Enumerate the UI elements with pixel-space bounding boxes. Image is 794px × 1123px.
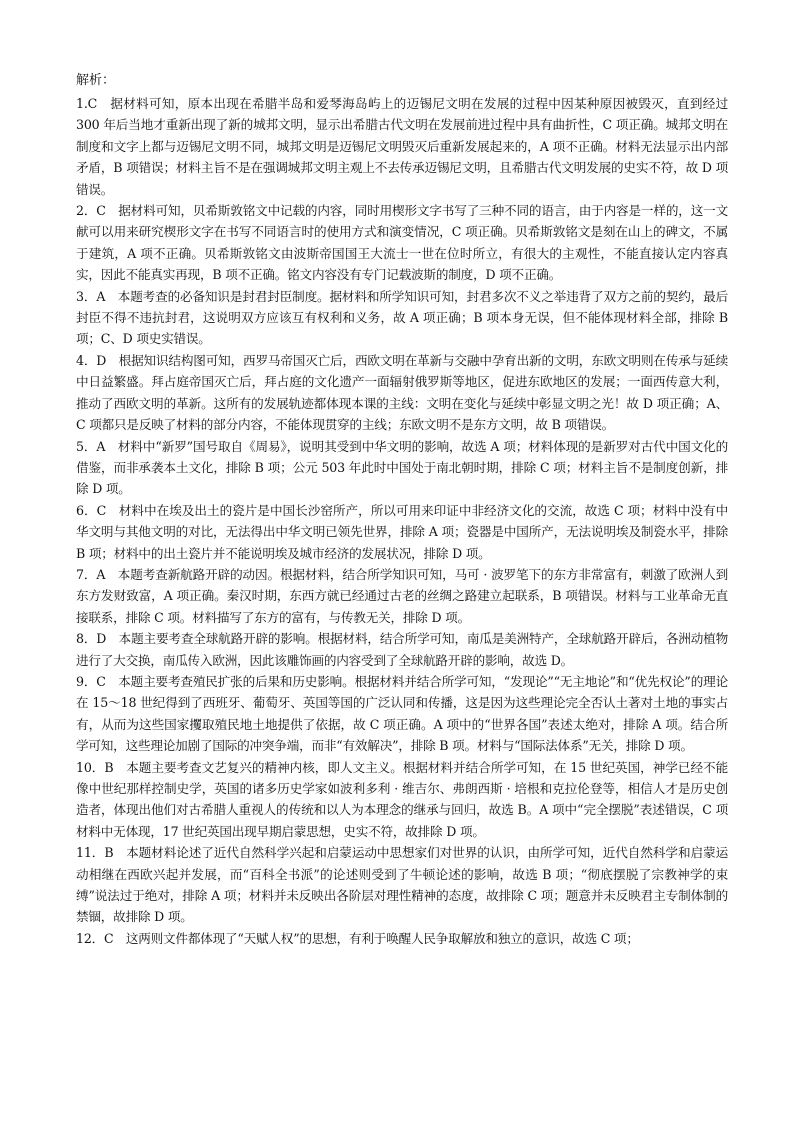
answer-item-8: 8．D 本题主要考查全球航路开辟的影响。根据材料，结合所学可知，南瓜是美洲特产，全球航路开辟后，各洲动植物进行了大交换，南瓜传入欧洲，因此该雕饰画的内容受到了全球航路开辟的影响，故选 D。 [76, 631, 728, 668]
answer-item-6: 6．C 材料中在埃及出土的瓷片是中国长沙窑所产，所以可用来印证中非经济文化的交流，故选 C 项；材料中没有中华文明与其他文明的对比，无法得出中华文明已领先世界，排除 A 项；瓷器是中国所产，无法说明埃及制瓷水平，排除 B 项；材料中的出土瓷片并不能说明埃及城市经济的发展状况，排除 D 项。 [76, 502, 728, 561]
answer-list [76, 93, 728, 949]
analysis-heading: 解析： [76, 73, 116, 88]
answer-item-4: 4．D 根据知识结构图可知，西罗马帝国灭亡后，西欧文明在革新与交融中孕育出新的文明，东欧文明则在传承与延续中日益繁盛。拜占庭帝国灭亡后，拜占庭的文化遗产一面辐射俄罗斯等地区，促进东欧地区的发展；一面西传意大利，推动了西欧文明的革新。这所有的发展轨迹都体现本课的主线：文明在变化与延续中彰显文明之光！故 D 项正确；A、C 项都只是反映了材料的部分内容，不能体现贯穿的主线；东欧文明不是东方文明，故 B 项错误。 [76, 352, 728, 433]
answer-item-1: 1.C 据材料可知，原本出现在希腊半岛和爱琴海岛屿上的迈锡尼文明在发展的过程中因某种原因被毁灭，直到经过 300 年后当地才重新出现了新的城邦文明，显示出希腊古代文明在发展前进过程中具有曲折性，C 项正确。城邦文明在制度和文字上都与迈锡尼文明不同，城邦文明是迈锡尼文明毁灭后重新发展起来的，A 项不正确。材料无法显示出内部矛盾，B 项错误；材料主旨不是在强调城邦文明主观上不去传承迈锡尼文明，且希腊古代文明发展的史实不符，故 D 项错误。 [76, 96, 728, 197]
answer-item-7: 7．A 本题考查新航路开辟的动因。根据材料，结合所学知识可知，马可 · 波罗笔下的东方非常富有，刺激了欧洲人到东方发财致富，A 项正确。秦汉时期，东西方就已经通过古老的丝绸之路建立起联系，B 项错误。材料与工业革命无直接联系，排除 C 项。材料描写了东方的富有，与传教无关，排除 D 项。 [76, 566, 728, 625]
answer-item-12: 12．C 这两则文件都体现了“天赋人权”的思想，有利于唤醒人民争取解放和独立的意识，故选 C 项； [76, 930, 639, 946]
answer-item-3: 3．A 本题考查的必备知识是封君封臣制度。据材料和所学知识可知，封君多次不义之举违背了双方之前的契约，最后封臣不得不违抗封君，这说明双方应该互有权利和义务，故 A 项正确；B 项本身无误，但不能体现材料全部，排除 B 项；C、D 项史实错误。 [76, 288, 728, 347]
answer-item-9: 9．C 本题主要考查殖民扩张的后果和历史影响。根据材料并结合所学可知，“发现论”“无主地论”和“优先权论”的理论在 15～18 世纪得到了西班牙、葡萄牙、英国等国的广泛认同和传播，这是因为这些理论完全否认土著对土地的事实占有，从而为这些国家攫取殖民地土地提供了依据，故 C 项正确。A 项中的“世界各国”表述太绝对，排除 A 项。结合所学可知，这些理论加剧了国际的冲突争端，而非“有效解决”，排除 B 项。材料与“国际法体系”无关，排除 D 项。 [76, 673, 728, 754]
answer-item-11: 11．B 本题材料论述了近代自然科学兴起和启蒙运动中思想家们对世界的认识，由所学可知，近代自然科学和启蒙运动相继在西欧兴起并发展，而“百科全书派”的论述则受到了牛顿论述的影响，故选 B 项；“彻底摆脱了宗教神学的束缚”说法过于绝对，排除 A 项；材料并未反映出各阶层对理性精神的态度，故排除 C 项；题意并未反映君主专制体制的禁锢，故排除 D 项。 [76, 845, 728, 925]
answer-item-2: 2．C 据材料可知，贝希斯敦铭文中记载的内容，同时用楔形文字书写了三种不同的语言，由于内容是一样的，这一文献可以用来研究楔形文字在书写不同语言时的使用方式和演变情况，C 项正确。贝希斯敦铭文是刻在山上的碑文，不属于建筑，A 项不正确。贝希斯敦铭文由波斯帝国国王大流士一世在位时所立，有很大的主观性，不能直接认定内容真实，因此不能真实再现，B 项不正确。铭文内容没有专门记载波斯的制度，D 项不正确。 [76, 203, 728, 283]
answer-item-5: 5．A 材料中“新罗”国号取自《周易》，说明其受到中华文明的影响，故选 A 项；材料体现的是新罗对古代中国文化的借鉴，而非承袭本土文化，排除 B 项；公元 503 年此时中国处于南北朝时期，排除 C 项；材料主旨不是制度创新，排除 D 项。 [76, 438, 728, 497]
answer-item-10: 10．B 本题主要考查文艺复兴的精神内核，即人文主义。根据材料并结合所学可知，在 15 世纪英国，神学已经不能像中世纪那样控制史学，英国的诸多历史学家如波利多利 · 维吉尔、弗朗西斯 · 培根和克拉伦登等，相信人才是历史创造者，体现出他们对古希腊人重视人的传统和以人为本理念的继承与回归，故选 B。A 项中“完全摆脱”表述错误，C 项材料中无体现，17 世纪英国出现早期启蒙思想，史实不符，故排除 D 项。 [76, 759, 728, 839]
answer-analysis-page [76, 70, 728, 949]
